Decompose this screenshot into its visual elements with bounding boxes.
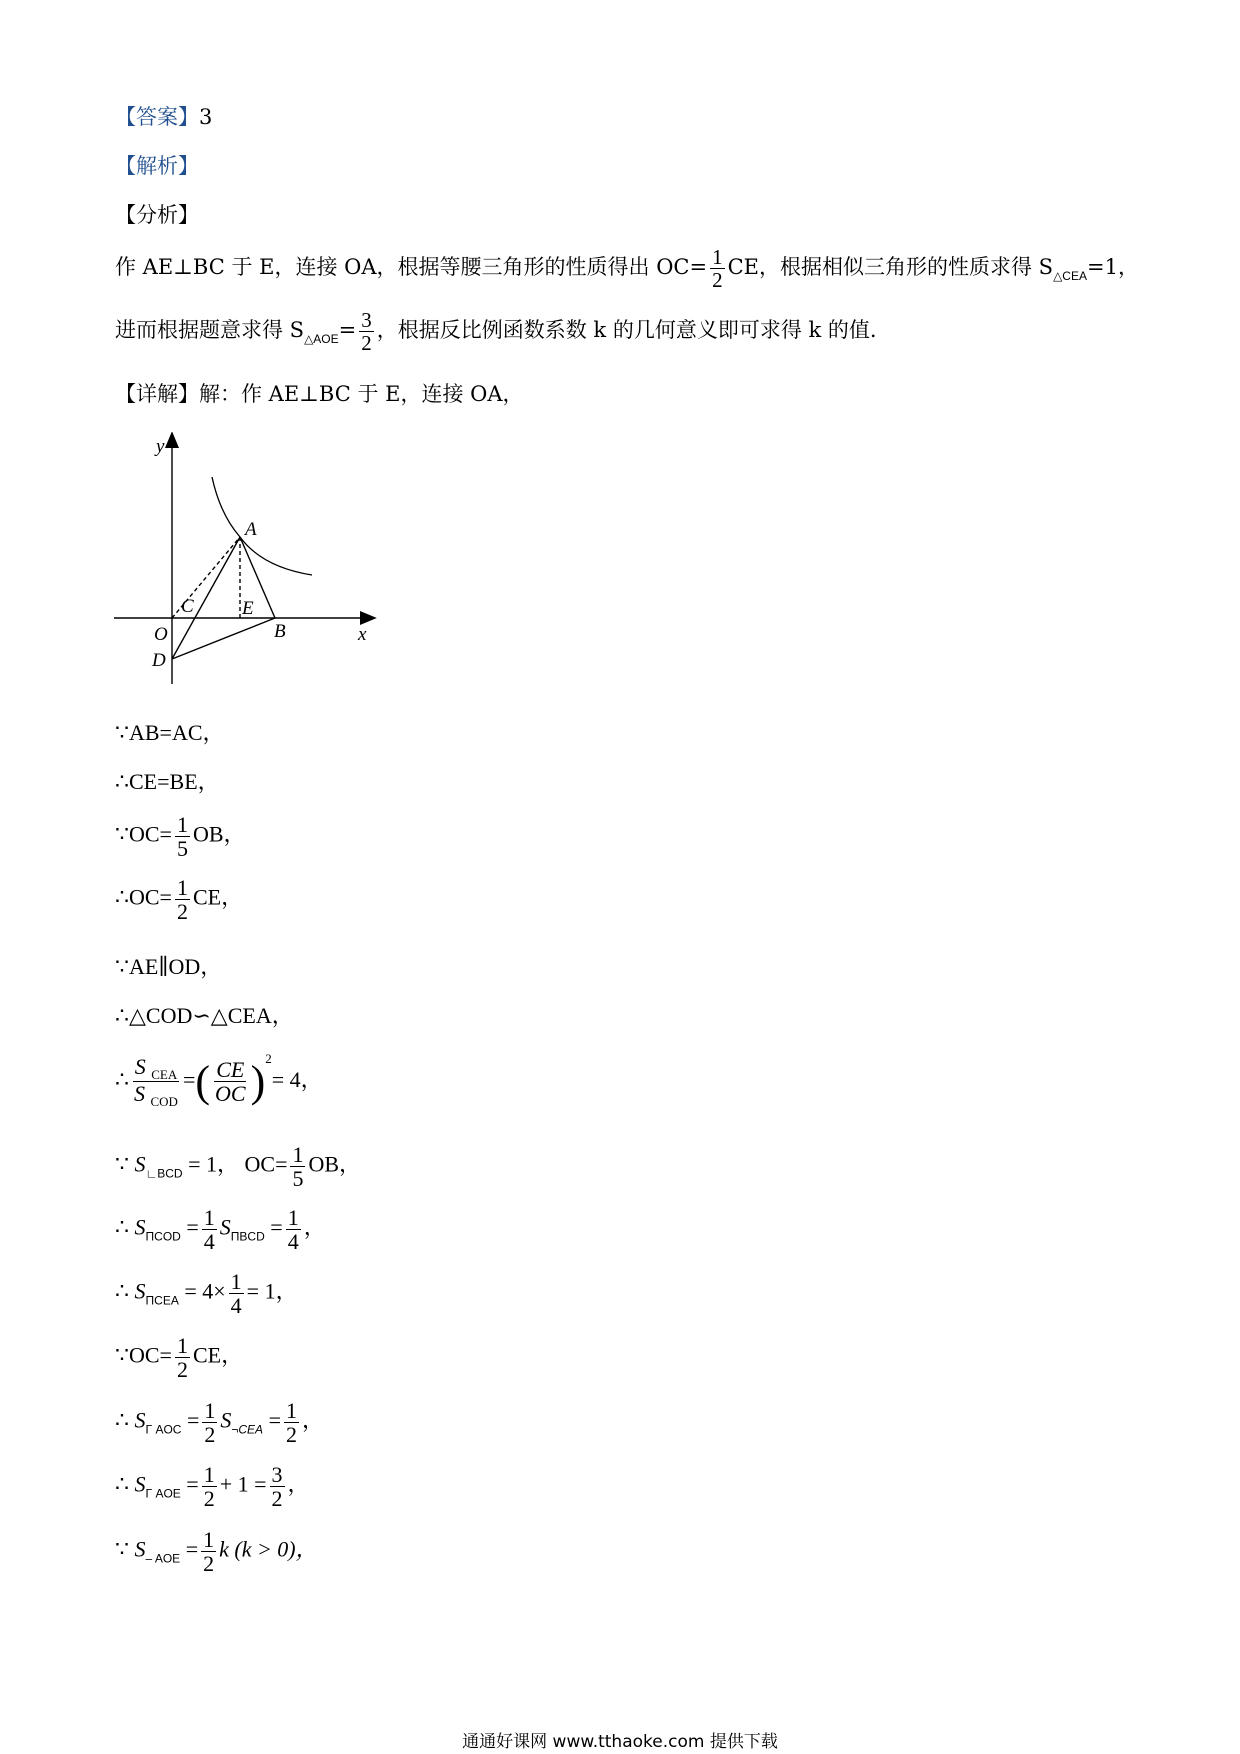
fenxi-tag: 【分析】 [115, 203, 199, 227]
detail-tag: 【详解】 [115, 382, 199, 406]
fraction: $\frac{3}{2}$ [361, 308, 372, 356]
step-4: ∴OC= $\frac{1}{2}$ CE， [115, 875, 244, 925]
label-x: x [358, 624, 367, 645]
step-8: ∵ $S_{∟BCD} = 1$， OC= $\frac{1}{5}$ OB， [115, 1142, 362, 1192]
label-B: B [274, 621, 286, 642]
fenxi-line-2: 进而根据题意求得 $S_{\triangle AOE}=$ $\frac{3}{2}$ ，根据反比例函数系数 k 的几何意义即可求得 k 的值. [115, 308, 877, 356]
label-D: D [152, 650, 166, 671]
analysis-tag: 【解析】 [115, 154, 199, 178]
fenxi-line-1: 作 AE⊥BC 于 E，连接 OA，根据等腰三角形的性质得出 OC= $\frac{1}{2}$ CE，根据相似三角形的性质求得 $S_{\triangle CEA}=1$， [115, 245, 1139, 293]
step-6: ∴△COD∽△CEA， [115, 1003, 294, 1028]
step-2: ∴CE=BE， [115, 769, 220, 794]
label-C: C [181, 596, 194, 617]
step-11: ∵OC= $\frac{1}{2}$ CE， [115, 1333, 244, 1383]
label-y: y [156, 436, 165, 457]
answer-tag: 【答案】 [115, 105, 199, 129]
step-10: ∴ $S_{\Pi CEA} = 4\times$ $\frac{1}{4}$ = 1， [115, 1269, 298, 1319]
label-O: O [154, 624, 168, 645]
geometry-figure [112, 432, 382, 697]
answer-value: 3 [199, 105, 213, 129]
step-3: ∵OC= $\frac{1}{5}$ OB， [115, 812, 246, 862]
step-7: ∴ $\frac{S _{CEA}}{S _{COD}}$ =( $\frac{CE}{OC}$ )$^2$= 4， [115, 1051, 323, 1110]
label-A: A [245, 519, 257, 540]
step-13: ∴ $S_{\Gamma AOE}$ = $\frac{1}{2}$ + 1 = $\frac{3}{2}$ ， [115, 1462, 310, 1512]
footer-credit: 通通好课网 www.tthaoke.com 提供下载 [462, 1732, 778, 1752]
detail-line: 【详解】解：作 AE⊥BC 于 E，连接 OA， [115, 382, 524, 406]
answer-line [115, 107, 212, 128]
step-12: ∴ $S_{\Gamma AOC}$ = $\frac{1}{2}$ $S_{\neg CEA}$ = $\frac{1}{2}$ ， [115, 1398, 324, 1448]
label-E: E [242, 598, 254, 619]
fraction: $\frac{1}{2}$ [712, 245, 723, 293]
step-1: ∵AB=AC， [115, 720, 225, 745]
step-14: ∵ $S_{‒ AOE}$ = $\frac{1}{2}$ k (k > 0)， [115, 1527, 318, 1577]
step-5: ∵AE∥OD， [115, 954, 223, 979]
step-9: ∴ $S_{\Pi COD}$ = $\frac{1}{4}$ $S_{\Pi BCD}$ = $\frac{1}{4}$ ， [115, 1205, 326, 1255]
segment-DB [172, 618, 275, 659]
